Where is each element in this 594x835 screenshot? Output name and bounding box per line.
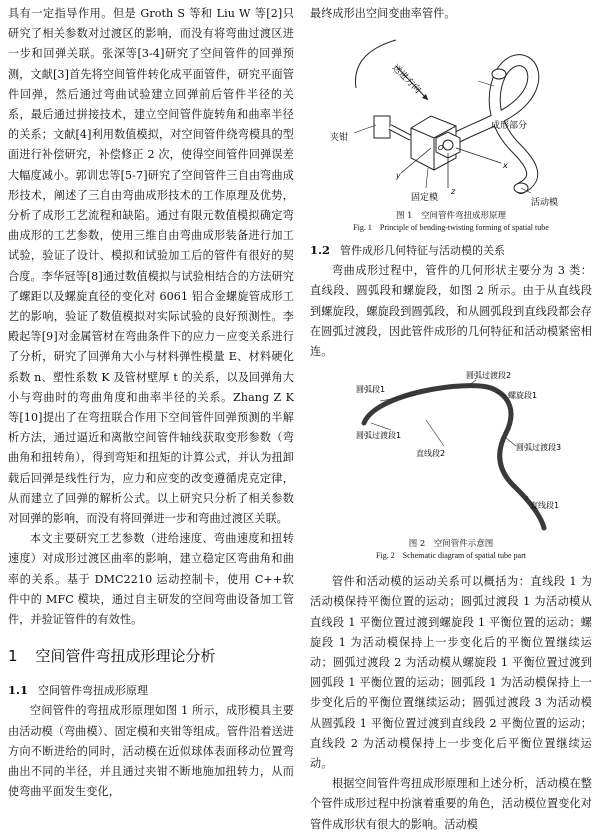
figure-2-caption-cn: 图 2 空间管件示意图	[408, 539, 494, 550]
section-title: 空间管件弯扭成形理论分析	[35, 647, 216, 666]
tube-straight-fill	[390, 127, 411, 138]
tube-end	[492, 69, 506, 79]
arc-transition-1-label: 圆弧过渡段1	[356, 431, 402, 441]
arc-segment-1-label: 圆弧段1	[356, 385, 386, 395]
helix-segment-1-label: 螺旋段1	[508, 391, 538, 401]
arc-transition-2-label: 圆弧过渡段2	[466, 371, 512, 381]
formed-part-label: 成形部分	[491, 121, 528, 132]
body-paragraph: 管件和活动模的运动关系可以概括为：直线段 1 为活动模保持平衡位置的运动；圆弧过渡段 1 为活动模从直线段 1 平衡位置过渡到螺旋段 1 平衡位置的运动；螺旋段 1 为活动模保持上一步变化后的平衡位置继续运动；圆弧过渡段 2 为活动模从螺旋段 1 平衡位置过渡到圆弧段 1 平衡位置的运动；圆弧段 1 为活动模保持上一步变化后的平衡位置继续运动；圆弧过渡段 3 为活动模从圆弧段 1 平衡位置过渡到直线段 2 平衡位置的运动；直线段 2 为活动模保持上一步变化后平衡位置继续运动。	[310, 575, 592, 771]
subsection-number: 1.1	[8, 683, 29, 698]
axis-x-label: x	[503, 161, 508, 171]
subsection-title: 管件成形几何特征与活动模的关系	[340, 244, 506, 258]
left-column	[8, 4, 294, 802]
body-paragraph: 空间管件的弯扭成形原理如图 1 所示，成形模具主要由活动模（弯曲模）、固定模和夹钳等组成。管件沿着送进方向不断进给的同时，活动模在近似球体表面移动位置弯曲出不同的半径，并且通过夹钳不断地施加扭转力，从而使弯曲平面发生变化，	[8, 704, 294, 799]
feed-direction-label: 送进方向	[389, 63, 423, 96]
figure-2-caption-en: Fig. 2 Schematic diagram of spatial tube part	[376, 551, 526, 561]
figure-1-caption-en: Fig. 1 Principle of bending-twisting forming of spatial tube	[353, 223, 549, 233]
subsection-number: 1.2	[310, 243, 331, 258]
clamp-label: 夹钳	[330, 133, 349, 144]
subsection-heading	[310, 240, 592, 261]
tube-path	[364, 386, 544, 528]
axis-z-label: z	[451, 187, 456, 197]
clamp-shape	[374, 116, 390, 138]
figure-1	[316, 28, 586, 208]
subsection-heading	[8, 680, 294, 701]
body-paragraph: 弯曲成形过程中，管件的几何形状主要分为 3 类：直线段、圆弧段和螺旋段，如图 2 所示。由于从直线段到螺旋段，螺旋段到圆弧段，和从圆弧段到直线段都会存在圆弧过渡段，因此管件成形的几何特征和活动模紧密相连。	[310, 264, 592, 359]
straight-segment-1-label: 直线段1	[530, 501, 560, 511]
origin-label: O	[438, 144, 444, 153]
body-paragraph: 本文主要研究工艺参数（进给速度、弯曲速度和扭转速度）对成形过渡区曲率的影响，建立稳定区弯曲角和曲率的关系。基于 DMC2210 运动控制卡，使用 C++软件中的 MFC 模块，通过自主研发的空间弯曲设备加工管件，并验证管件的有效性。	[8, 532, 294, 627]
figure-2	[316, 368, 586, 536]
subsection-title: 空间管件弯扭成形原理	[38, 684, 149, 698]
arc-transition-3-label: 圆弧过渡段3	[516, 443, 562, 453]
bending-principle-diagram	[316, 28, 586, 208]
figure-1-caption-cn: 图 1 空间管件弯扭成形原理	[395, 211, 507, 222]
body-paragraph: 根据空间管件弯扭成形原理和上述分析，活动模在整个管件成形过程中扮演着重要的角色，活动模位置变化对管件成形状有很大的影响。活动模	[310, 777, 592, 831]
spatial-tube-diagram	[316, 368, 586, 536]
axis-y-label: y	[396, 171, 401, 181]
sphere-outline	[356, 40, 397, 88]
body-paragraph: 最终成形出空间变曲率管件。	[310, 7, 456, 20]
body-paragraph: 具有一定指导作用。但是 Groth S 等和 Liu W 等[2]只研究了相关参数对过渡区的影响，而没有将弯曲过渡区进一步和回弹关联。张深等[3-4]研究了空间管件的回弹预测，文献[3]首先将空间管件转化成平面管件，研究平面管件回弹，然后通过弯曲试验建立回弹前后管件半径的关系，最后通过拼接技术，建立空间管件旋转角和曲率半径的关系；文献[4]利用数值模拟，对空间管件绕弯模具的型面进行补偿研究，补偿修正 2 次，使得空间管件回弹误差大幅度减小。郭训忠等[5-7]研究了空间管件三自由弯曲成形技术，阐述了三自由弯曲成形技术的工作原理及优势，分析了成形工艺流程和缺陷。通过有限元数值模拟确定弯曲成形的工艺参数，使用三维自由弯曲成形装备进行加工试验，验证了设计、模拟和试验加工后的管件有很好的契合度。李华冠等[8]通过数值模拟与试验相结合的方法研究了螺距以及螺旋直径的变化对 6061 铝合金螺旋管成形工艺的影响，验证了数值模拟对实际试验的良好预测性。李殿起等[9]对金属管材在弯曲条件下的应力－应变关系进行了分析，研究了回弹角大小与材料弹性模量 E、材料硬化系数 n、塑性系数 K 及管材壁厚 t 的关系，以及回弹角大小与弯曲时的弯曲角度和曲率半径的关系。Zhang Z K 等[10]提出了在弯扭联合作用下空间管件回弹预测的半解析方法，通过逼近和离散空间管件轴线获取变形参数（弯曲角和扭转角），得到弯矩和扭矩的计算公式，并认为扭卸载后回弹是线性行为，应力和应变的改变遵循虎克定律，从而建立了回弹的解析公式。以上研究只分析了相关参数对回弹的影响，而没有将回弹进一步和弯曲过渡区关联。	[8, 7, 294, 526]
axis-x	[456, 148, 501, 163]
fixed-die-label: 固定模	[411, 193, 439, 204]
section-number: 1	[8, 647, 18, 666]
moving-die-label: 活动模	[531, 198, 559, 209]
section-heading	[8, 642, 294, 670]
straight-segment-2-label: 直线段2	[416, 449, 446, 459]
right-column	[310, 4, 592, 835]
